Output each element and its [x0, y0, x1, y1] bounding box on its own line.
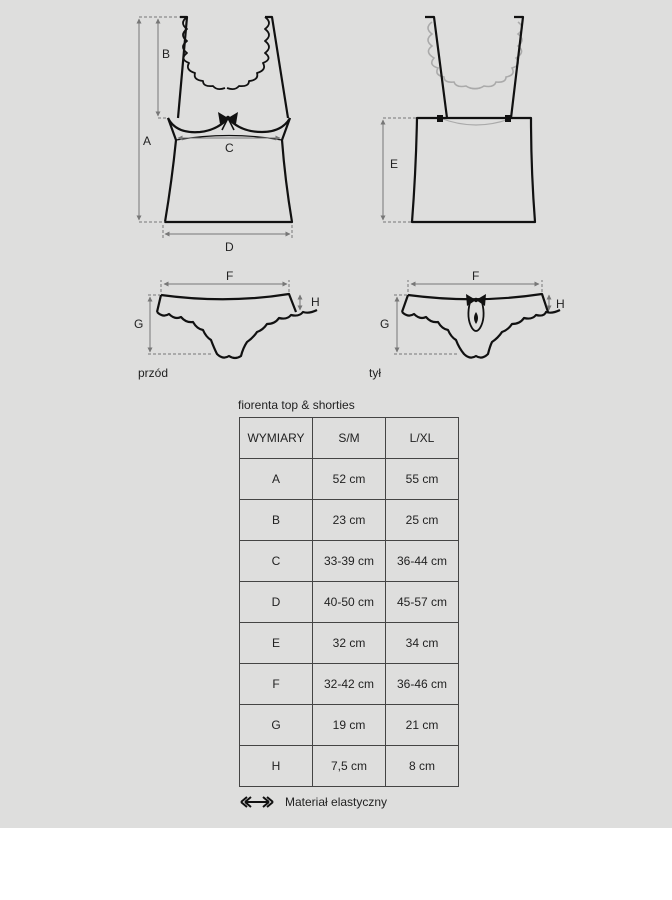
table-title: fiorenta top & shorties — [238, 398, 355, 412]
table-cell: 25 cm — [386, 500, 459, 541]
table-header-cell: L/XL — [386, 418, 459, 459]
table-row — [240, 582, 459, 623]
table-row — [240, 705, 459, 746]
table-cell: 21 cm — [386, 705, 459, 746]
table-cell: 19 cm — [313, 705, 386, 746]
table-cell: 33-39 cm — [313, 541, 386, 582]
table-cell: B — [240, 500, 313, 541]
dim-label-f-back: F — [472, 269, 480, 283]
table-header-cell: WYMIARY — [240, 418, 313, 459]
table-cell: 32-42 cm — [313, 664, 386, 705]
size-diagrams — [0, 0, 672, 400]
table-cell: G — [240, 705, 313, 746]
table-cell: 34 cm — [386, 623, 459, 664]
dim-label-h-back: H — [556, 297, 565, 311]
table-cell: C — [240, 541, 313, 582]
table-header-row — [240, 418, 459, 459]
legend — [239, 795, 387, 809]
shorts-back-drawing — [402, 294, 560, 358]
top-back-dimensions — [383, 118, 417, 222]
table-cell: 52 cm — [313, 459, 386, 500]
table-cell: 32 cm — [313, 623, 386, 664]
table-row — [240, 459, 459, 500]
dim-label-h-front: H — [311, 295, 320, 309]
table-row — [240, 541, 459, 582]
table-cell: 40-50 cm — [313, 582, 386, 623]
caption-front: przód — [138, 366, 169, 380]
table-cell: 55 cm — [386, 459, 459, 500]
shorts-front-dimensions — [148, 280, 300, 354]
dim-label-f-front: F — [226, 269, 234, 283]
table-cell: 7,5 cm — [313, 746, 386, 787]
table-cell: 36-46 cm — [386, 664, 459, 705]
bow-icon — [218, 112, 238, 130]
caption-back: tył — [369, 366, 381, 380]
shorts-front-drawing — [157, 294, 317, 358]
table-cell: D — [240, 582, 313, 623]
table-cell: H — [240, 746, 313, 787]
table-header-cell: S/M — [313, 418, 386, 459]
table-cell: 8 cm — [386, 746, 459, 787]
dim-label-g-front: G — [134, 317, 144, 331]
dim-label-a: A — [143, 134, 152, 148]
table-row — [240, 623, 459, 664]
table-cell: 36-44 cm — [386, 541, 459, 582]
elastic-material-icon — [239, 796, 275, 808]
table-cell: A — [240, 459, 313, 500]
table-row — [240, 746, 459, 787]
dim-label-g-back: G — [380, 317, 390, 331]
size-table — [239, 417, 459, 787]
dim-label-b: B — [162, 47, 171, 61]
table-row — [240, 664, 459, 705]
table-cell: 23 cm — [313, 500, 386, 541]
table-row — [240, 500, 459, 541]
legend-text: Materiał elastyczny — [285, 795, 388, 809]
dim-label-e: E — [390, 157, 399, 171]
dim-label-d: D — [225, 240, 234, 254]
dim-label-c: C — [225, 141, 234, 155]
table-cell: F — [240, 664, 313, 705]
table-cell: E — [240, 623, 313, 664]
table-cell: 45-57 cm — [386, 582, 459, 623]
